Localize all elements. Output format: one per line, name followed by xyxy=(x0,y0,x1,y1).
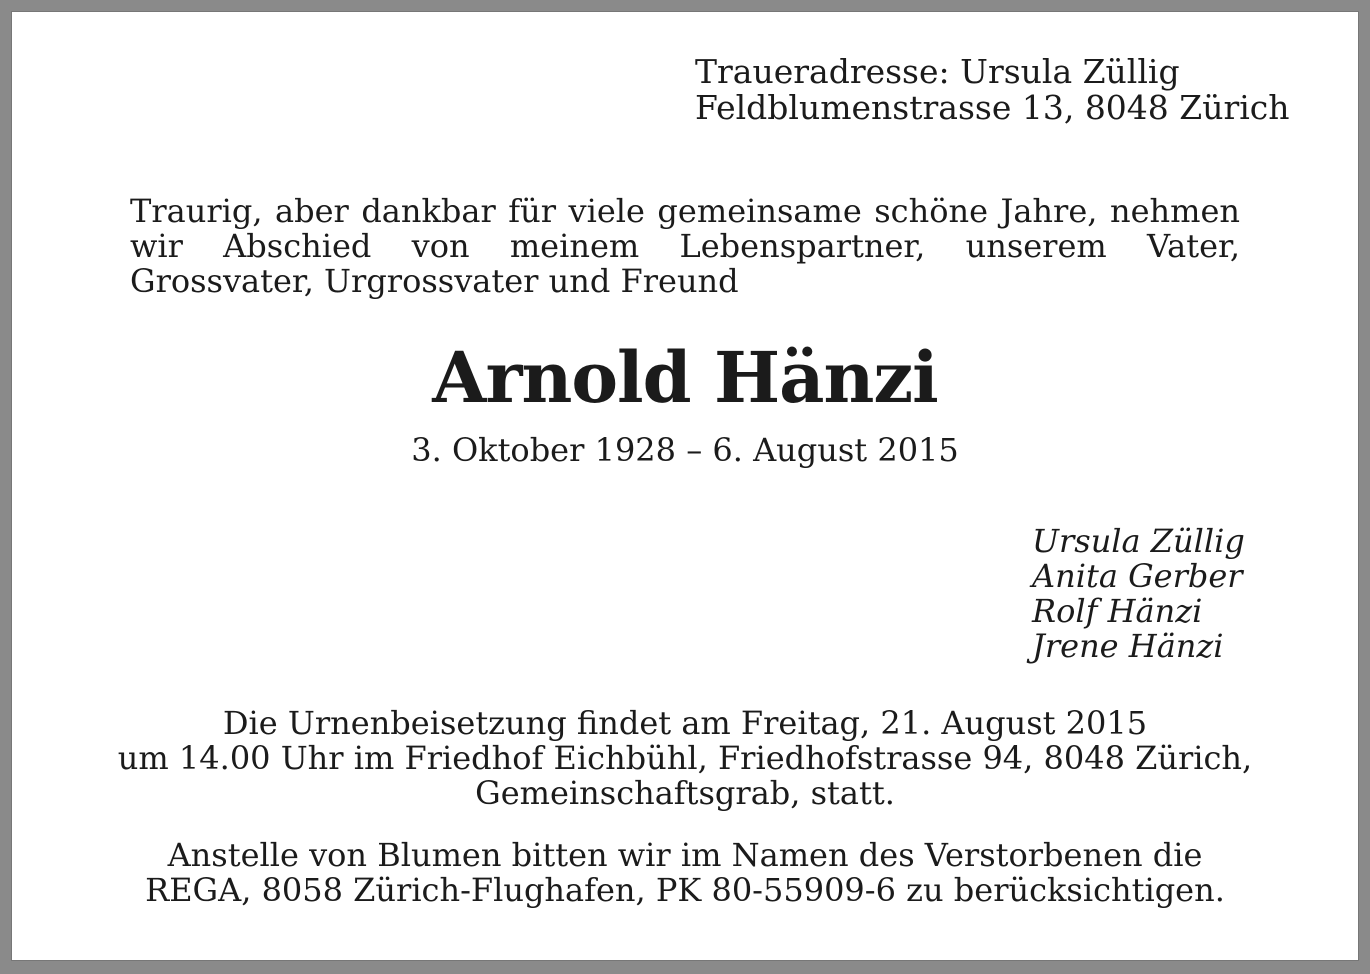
donation-line: REGA, 8058 Zürich-Flughafen, PK 80-55909-6 zu berücksichtigen. xyxy=(145,871,1225,909)
ceremony-line: Gemeinschaftsgrab, statt. xyxy=(475,774,895,812)
mourning-address xyxy=(695,54,1290,126)
signatory: Ursula Züllig xyxy=(1032,522,1245,560)
ceremony-line: um 14.00 Uhr im Friedhof Eichbühl, Friedhofstrasse 94, 8048 Zürich, xyxy=(117,739,1253,777)
intro-text: Traurig, aber dankbar für viele gemeinsame schöne Jahre, nehmen wir Abschied von meinem Lebenspartner, unserem Vater, Grossvater, Urgrossvater und Freund xyxy=(130,192,1240,300)
deceased-name: Arnold Hänzi xyxy=(432,336,938,419)
address-line-street: Feldblumenstrasse 13, 8048 Zürich xyxy=(695,88,1290,127)
signatories-list xyxy=(1032,524,1245,664)
donation-line: Anstelle von Blumen bitten wir im Namen des Verstorbenen die xyxy=(167,836,1203,874)
signatory: Jrene Hänzi xyxy=(1032,627,1224,665)
ceremony-line: Die Urnenbeisetzung findet am Freitag, 21. August 2015 xyxy=(222,704,1148,742)
life-dates: 3. Oktober 1928 – 6. August 2015 xyxy=(411,431,959,469)
signatory: Rolf Hänzi xyxy=(1032,592,1203,630)
ceremony-notice xyxy=(12,706,1358,811)
donation-notice xyxy=(12,838,1358,908)
signatory: Anita Gerber xyxy=(1032,557,1243,595)
obituary-page xyxy=(12,12,1358,960)
address-line-name: Traueradresse: Ursula Züllig xyxy=(695,52,1180,91)
